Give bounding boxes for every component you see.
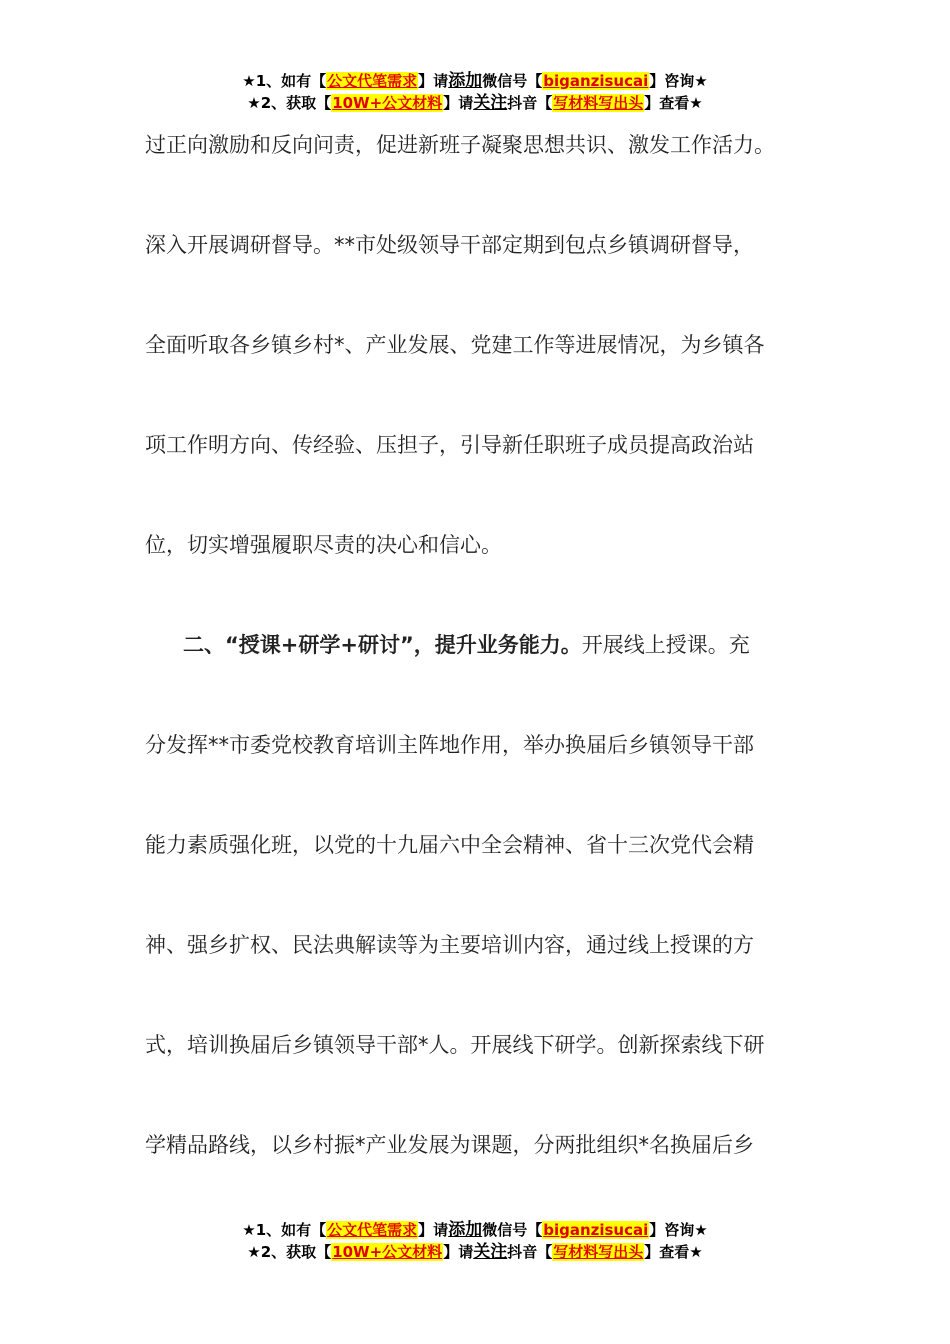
paragraph-line: 式，培训换届后乡镇领导干部*人。开展线下研学。创新探索线下研 (145, 1033, 765, 1057)
banner-text: 微信号【 (482, 72, 543, 90)
banner-line-1 (0, 1219, 950, 1241)
paragraph-line: 分发挥**市委党校教育培训主阵地作用，举办换届后乡镇领导干部 (145, 733, 754, 757)
banner-line-2 (0, 92, 950, 114)
paragraph-line: 神、强乡扩权、民法典解读等为主要培训内容，通过线上授课的方 (145, 933, 754, 957)
section-heading-line (145, 620, 815, 720)
banner-text: 】查看★ (644, 1243, 703, 1261)
banner-text: ★1、如有【 (242, 72, 327, 90)
document-body (145, 120, 815, 1220)
section-heading-rest: 开展线上授课。充 (581, 633, 750, 657)
banner-text: 】查看★ (644, 94, 703, 112)
banner-text: 抖音【 (507, 94, 553, 112)
highlight-wechat-id: biganzisucai (543, 72, 649, 90)
banner-text: 】咨询★ (649, 1221, 708, 1239)
paragraph-line: 深入开展调研督导。**市处级领导干部定期到包点乡镇调研督导， (145, 233, 754, 257)
bottom-banner (0, 1219, 950, 1263)
highlight-service: 公文代笔需求 (327, 72, 418, 90)
paragraph-line: 能力素质强化班，以党的十九届六中全会精神、省十三次党代会精 (145, 833, 754, 857)
banner-text: 微信号【 (482, 1221, 543, 1239)
top-banner (0, 70, 950, 114)
banner-text: 抖音【 (507, 1243, 553, 1261)
banner-text: 】请 (443, 94, 474, 112)
banner-text: ★2、获取【 (247, 94, 332, 112)
emphasis-follow: 关注 (473, 1242, 508, 1262)
banner-text: ★2、获取【 (247, 1243, 332, 1261)
paragraph-line: 全面听取各乡镇乡村*、产业发展、党建工作等进展情况，为乡镇各 (145, 333, 765, 357)
banner-text: 】请 (443, 1243, 474, 1261)
emphasis-add: 添加 (448, 1220, 483, 1240)
highlight-materials: 10W+公文材料 (332, 1243, 443, 1261)
highlight-wechat-id: biganzisucai (543, 1221, 649, 1239)
paragraph-line: 学精品路线，以乡村振*产业发展为课题，分两批组织*名换届后乡 (145, 1133, 754, 1157)
banner-line-2 (0, 1241, 950, 1263)
paragraph-line: 项工作明方向、传经验、压担子，引导新任职班子成员提高政治站 (145, 433, 754, 457)
section-heading: 二、“授课+研学+研讨”，提升业务能力。 (183, 633, 582, 657)
banner-text: 】请 (418, 1221, 449, 1239)
emphasis-follow: 关注 (473, 93, 508, 113)
paragraph-line: 过正向激励和反向问责，促进新班子凝聚思想共识、激发工作活力。 (145, 133, 775, 157)
highlight-materials: 10W+公文材料 (332, 94, 443, 112)
highlight-service: 公文代笔需求 (327, 1221, 418, 1239)
banner-line-1 (0, 70, 950, 92)
banner-text: 】咨询★ (649, 72, 708, 90)
highlight-douyin-id: 写材料写出头 (553, 94, 644, 112)
paragraph-line: 位，切实增强履职尽责的决心和信心。 (145, 533, 502, 557)
banner-text: ★1、如有【 (242, 1221, 327, 1239)
banner-text: 】请 (418, 72, 449, 90)
emphasis-add: 添加 (448, 71, 483, 91)
highlight-douyin-id: 写材料写出头 (553, 1243, 644, 1261)
